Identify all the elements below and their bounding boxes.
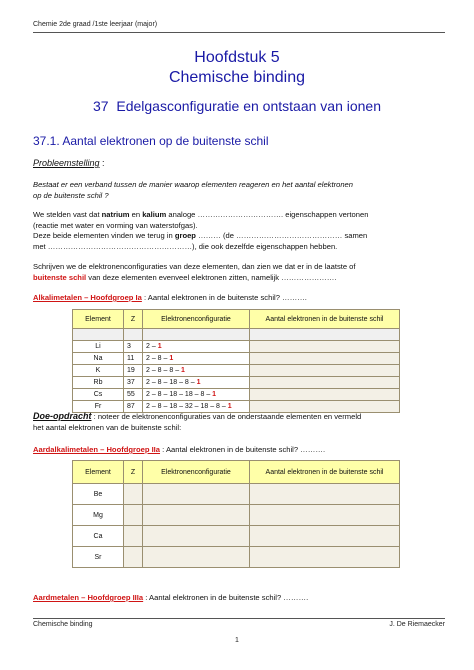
- problem-line-1: Bestaat er een verband tussen de manier waarop elementen reageren en het aantal elektronen: [33, 180, 353, 189]
- z-cell: 55: [124, 389, 143, 401]
- group3-label: Aardmetalen – Hoofdgroep IIIa: [33, 593, 144, 602]
- element-cell: Fr: [73, 401, 124, 413]
- para1-text-d: ……… (de …………………………………… samen: [195, 231, 368, 240]
- z-cell: 11: [124, 353, 143, 365]
- table-row: [73, 526, 400, 547]
- problem-label: Probleemstelling: [33, 158, 100, 168]
- group2-heading: [33, 445, 445, 456]
- section-title: [0, 98, 474, 114]
- config-cell: [143, 377, 250, 389]
- z-input-cell[interactable]: [124, 484, 143, 505]
- element-cell: Li: [73, 341, 124, 353]
- chapter-title: Hoofdstuk 5: [194, 49, 280, 66]
- config-cell: [143, 389, 250, 401]
- problem-colon: :: [99, 158, 105, 168]
- answer-cell[interactable]: [250, 505, 400, 526]
- table-header-row: [73, 310, 400, 329]
- answer-cell[interactable]: [250, 526, 400, 547]
- z-cell: 87: [124, 401, 143, 413]
- doe-label: Doe-opdracht: [33, 411, 92, 421]
- earth-alkali-table: [72, 460, 400, 568]
- doe-text: : noteer de elektronenconfiguraties van de onderstaande elementen en vermeld: [91, 412, 362, 421]
- footer-left: Chemische binding: [33, 621, 93, 628]
- para1-text-en: en: [129, 210, 143, 219]
- config-text: 2 – 8 – 18 – 8 –: [146, 379, 197, 386]
- problem-question: [33, 180, 445, 201]
- term-kalium: kalium: [142, 210, 167, 219]
- para1-text-b: analoge ……………………………. eigenschappen vertonen: [166, 210, 369, 219]
- chapter-topic: Chemische binding: [168, 69, 306, 86]
- z-input-cell[interactable]: [124, 526, 143, 547]
- col-config-header: Elektronenconfiguratie: [143, 310, 250, 329]
- config-text: 2 – 8 – 18 – 18 – 8 –: [146, 391, 213, 398]
- col-element-header: Element: [73, 461, 124, 484]
- config-input-cell[interactable]: [143, 484, 250, 505]
- page-header: Chemie 2de graad /1ste leerjaar (major): [33, 21, 158, 28]
- element-cell: Mg: [73, 505, 124, 526]
- section-number: 37: [93, 98, 109, 114]
- alkali-table: [72, 309, 400, 413]
- answer-cell[interactable]: [250, 353, 400, 365]
- para1-line-3: [33, 231, 445, 242]
- config-text: 2 –: [146, 343, 158, 350]
- config-input-cell[interactable]: [143, 526, 250, 547]
- table-row: [73, 377, 400, 389]
- config-cell: [143, 365, 250, 377]
- col-count-header: Aantal elektronen in de buitenste schil: [250, 310, 400, 329]
- z-cell: 3: [124, 341, 143, 353]
- answer-cell[interactable]: [250, 547, 400, 568]
- config-text: 2 – 8 –: [146, 355, 170, 362]
- doe-line-1: [33, 411, 445, 423]
- table-row: [73, 341, 400, 353]
- answer-cell[interactable]: [250, 365, 400, 377]
- element-cell: Sr: [73, 547, 124, 568]
- element-cell: K: [73, 365, 124, 377]
- group1-heading: [33, 293, 445, 304]
- para2-line-1: Schrijven we de elektronenconfiguraties van deze elementen, dan zien we dat er in de laatste of: [33, 262, 356, 271]
- paragraph-1: [33, 210, 445, 252]
- table-header-row: [73, 461, 400, 484]
- answer-cell[interactable]: [250, 341, 400, 353]
- col-config-header: Elektronenconfiguratie: [143, 461, 250, 484]
- config-input-cell[interactable]: [143, 547, 250, 568]
- para1-line-1: [33, 210, 445, 221]
- config-last: 1: [181, 367, 185, 374]
- table-row: [73, 484, 400, 505]
- element-cell: Rb: [73, 377, 124, 389]
- table-row: [73, 365, 400, 377]
- col-z-header: Z: [124, 461, 143, 484]
- para2-text: van deze elementen evenveel elektronen zitten, namelijk ………………….: [86, 272, 337, 282]
- z-cell: 37: [124, 377, 143, 389]
- config-last: 1: [196, 379, 201, 386]
- term-natrium: natrium: [101, 210, 130, 219]
- answer-cell[interactable]: [250, 484, 400, 505]
- element-cell: Ca: [73, 526, 124, 547]
- group2-label: Aardalkalimetalen – Hoofdgroep IIa: [33, 445, 161, 454]
- element-cell: Be: [73, 484, 124, 505]
- doe-line-2: het aantal elektronen van de buitenste schil:: [33, 422, 182, 432]
- config-last: 1: [169, 355, 174, 362]
- term-buitenste-schil: buitenste schil: [33, 272, 87, 282]
- config-cell: [143, 353, 250, 365]
- table-row: [73, 547, 400, 568]
- header-divider: [33, 32, 445, 33]
- config-last: 1: [227, 403, 232, 410]
- group1-label: Alkalimetalen – Hoofdgroep Ia: [33, 293, 142, 302]
- section-title-text: Edelgasconfiguratie en ontstaan van ionen: [116, 98, 381, 114]
- z-input-cell[interactable]: [124, 547, 143, 568]
- para1-line-2: (reactie met water en vorming van waterstofgas).: [33, 220, 198, 230]
- group3-heading: [33, 593, 445, 604]
- config-last: 1: [157, 343, 162, 350]
- footer-right: J. De Riemaecker: [389, 621, 445, 628]
- para2-line-2: [33, 273, 445, 284]
- col-count-header: Aantal elektronen in de buitenste schil: [250, 461, 400, 484]
- element-cell: Na: [73, 353, 124, 365]
- config-cell: [143, 341, 250, 353]
- answer-cell[interactable]: [250, 389, 400, 401]
- table-row: [73, 505, 400, 526]
- para1-line-4: met …………………………………………………), die ook dezelfde eigenschappen hebben.: [33, 241, 338, 251]
- col-element-header: Element: [73, 310, 124, 329]
- problem-heading: [33, 158, 445, 169]
- answer-cell[interactable]: [250, 377, 400, 389]
- config-input-cell[interactable]: [143, 505, 250, 526]
- term-groep: groep: [174, 231, 196, 240]
- config-last: 1: [212, 391, 217, 398]
- group1-question: : Aantal elektronen in de buitenste schil? ……….: [141, 293, 307, 302]
- group3-question: : Aantal elektronen in de buitenste schil? ……….: [143, 593, 309, 602]
- para1-text-c: Deze beide elementen vinden we terug in: [33, 231, 175, 240]
- table-row: [73, 389, 400, 401]
- z-input-cell[interactable]: [124, 505, 143, 526]
- doe-opdracht: [33, 411, 445, 433]
- config-text: 2 – 8 – 18 – 32 – 18 – 8 –: [146, 403, 228, 410]
- table-row: [73, 353, 400, 365]
- table-spacer-row: [73, 329, 400, 341]
- col-z-header: Z: [124, 310, 143, 329]
- config-text: 2 – 8 – 8 –: [146, 367, 182, 374]
- paragraph-2: [33, 262, 445, 283]
- element-cell: Cs: [73, 389, 124, 401]
- subsection-title: 37.1. Aantal elektronen op de buitenste schil: [33, 134, 269, 148]
- problem-line-2: op de buitenste schil ?: [33, 190, 109, 200]
- para1-text-a: We stelden vast dat: [33, 210, 102, 219]
- page-number: 1: [235, 637, 239, 644]
- z-cell: 19: [124, 365, 143, 377]
- footer-divider: [33, 618, 445, 619]
- group2-question: : Aantal elektronen in de buitenste schil? ……….: [160, 445, 326, 454]
